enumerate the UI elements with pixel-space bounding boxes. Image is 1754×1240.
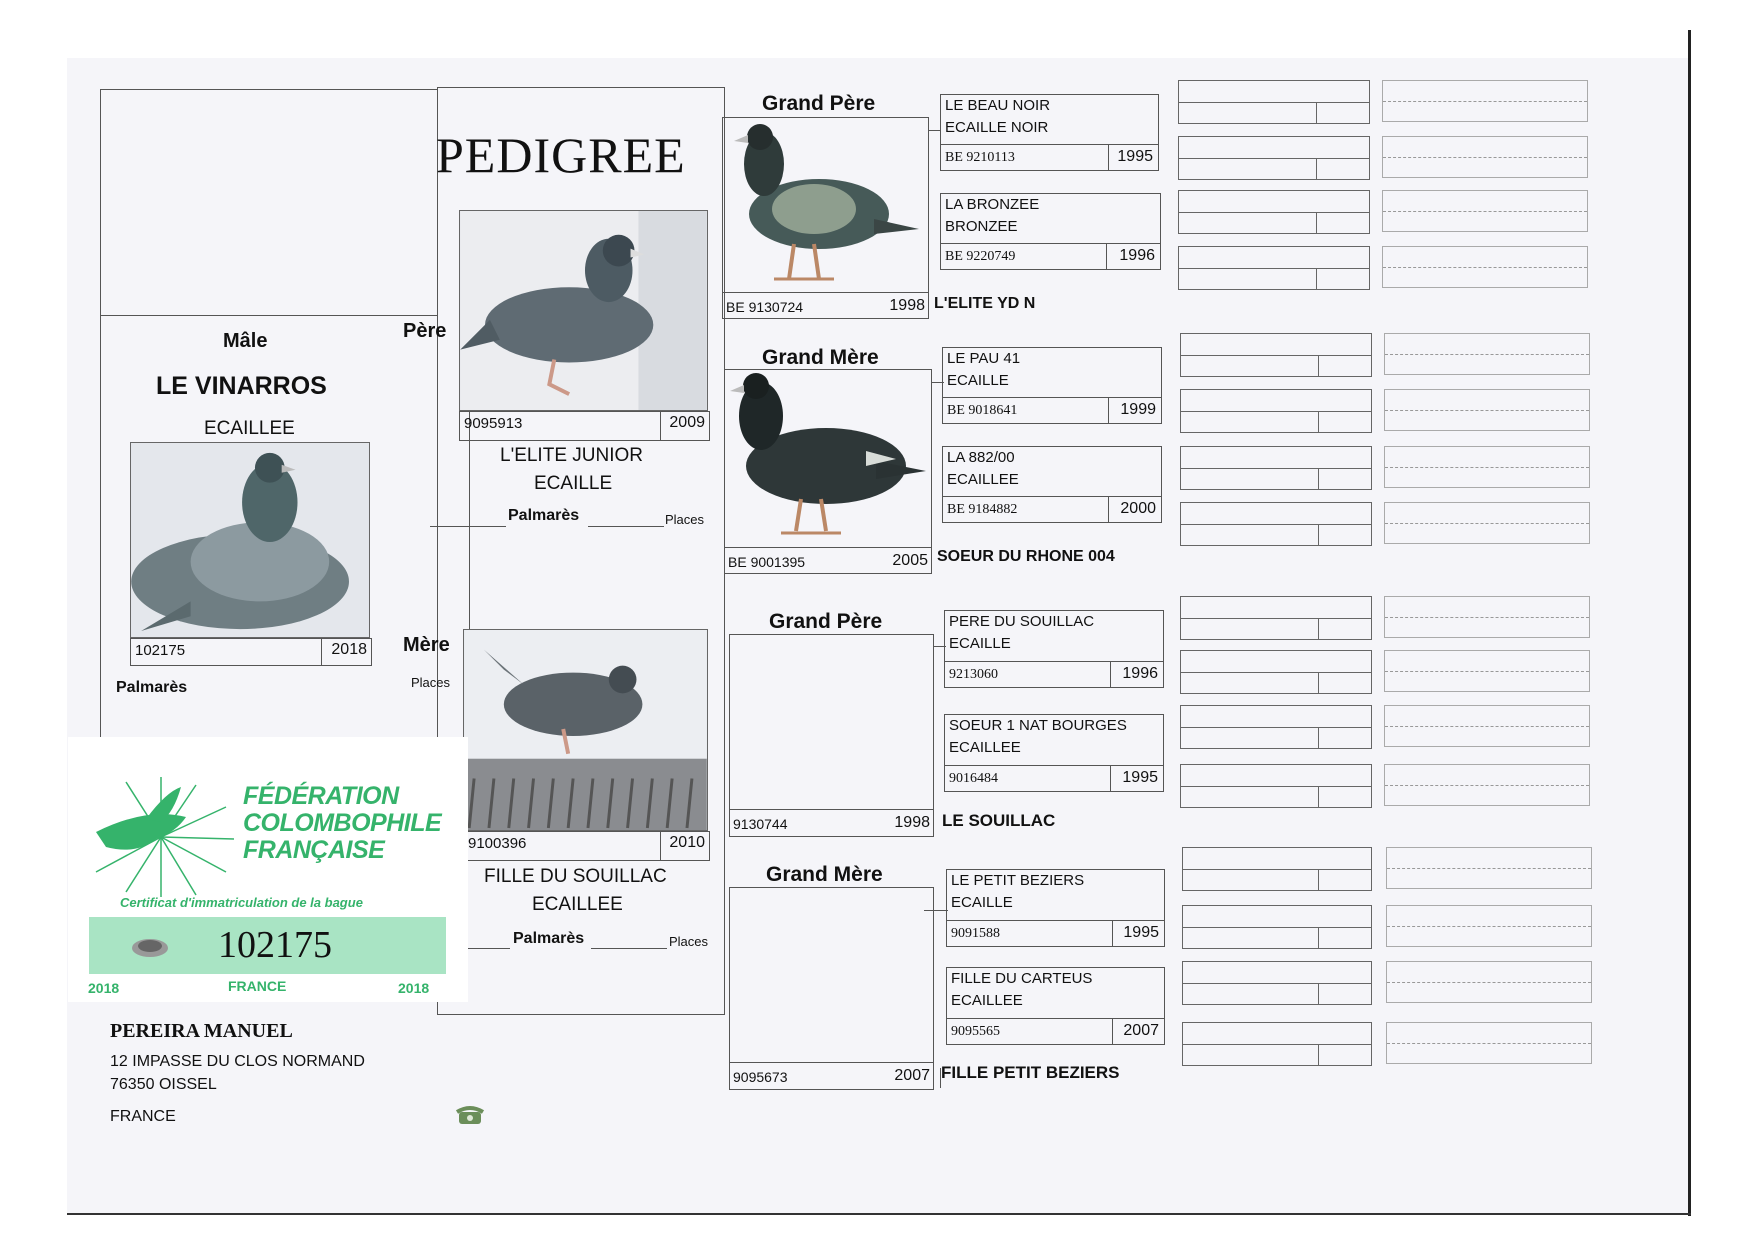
grandparent-name: L'ELITE YD N: [934, 295, 1036, 312]
ancestor-form: [1384, 502, 1590, 544]
ring-year: 1995: [1123, 924, 1159, 941]
grandparent-name: FILLE PETIT BEZIERS: [941, 1063, 1120, 1082]
ancestor-form: [1180, 446, 1372, 490]
ancestor-form: [1384, 333, 1590, 375]
logo-frame: [100, 89, 438, 316]
ring-number: BE 9184882: [947, 502, 1018, 517]
ring-number: 9095673: [733, 1069, 788, 1085]
ring-year: 1999: [1120, 401, 1156, 418]
ancestor-color: ECAILLEE: [949, 739, 1021, 756]
ancestor-name: FILLE DU CARTEUS: [951, 970, 1093, 987]
ancestor-name: SOEUR 1 NAT BOURGES: [949, 717, 1127, 734]
father-photo: [459, 210, 708, 411]
ring-number: BE 9210113: [945, 150, 1015, 165]
ring-number: 9130744: [733, 816, 788, 832]
ring-year: 2009: [669, 414, 705, 431]
ring-number: 102175: [135, 642, 186, 659]
certificate-year: 2018: [88, 980, 120, 996]
ancestor-name: LA 882/00: [947, 449, 1015, 466]
ring-number: 9100396: [468, 835, 527, 852]
ancestor-form: [1384, 446, 1590, 488]
grandparent-photo: [724, 119, 927, 291]
ancestor-form: [1384, 705, 1590, 747]
father-role: Père: [403, 320, 447, 342]
mother-ring: [463, 831, 710, 861]
father-ring: [459, 411, 710, 441]
page-title: PEDIGREE: [436, 127, 686, 183]
grandparent-ring: [722, 292, 929, 320]
subject-palmares: Palmarès: [116, 679, 188, 696]
ancestor-color: BRONZEE: [945, 218, 1018, 235]
ancestor-form: [1178, 136, 1370, 180]
subject-name: LE VINARROS: [156, 372, 327, 400]
grandparent-role: Grand Père: [762, 92, 876, 115]
great-grandparent-card: [942, 446, 1162, 523]
ring-year: 2000: [1120, 500, 1156, 517]
ring-year: 2007: [894, 1067, 930, 1084]
ring-number: BE 9130724: [726, 299, 804, 315]
ancestor-form: [1386, 1022, 1592, 1064]
mother-photo: [463, 629, 708, 831]
federation-name-line1: FÉDÉRATION: [243, 782, 399, 810]
grandparent-name: LE SOUILLAC: [942, 811, 1056, 830]
certificate-country: FRANCE: [228, 978, 287, 994]
ring-year: 1998: [894, 814, 930, 831]
ancestor-form: [1182, 847, 1372, 891]
federation-name-line2: COLOMBOPHILE: [243, 809, 442, 837]
telephone-icon: [455, 1104, 485, 1126]
dove-logo: [86, 777, 236, 897]
ancestor-form: [1178, 190, 1370, 234]
sex-label: Mâle: [223, 330, 268, 352]
ancestor-form: [1180, 650, 1372, 694]
mother-color: ECAILLEE: [532, 894, 623, 915]
ring-year: 1998: [889, 297, 925, 314]
certificate-year: 2018: [398, 980, 430, 996]
ring-number: BE 9018641: [947, 403, 1018, 418]
ancestor-color: ECAILLE NOIR: [945, 119, 1049, 136]
ancestor-form: [1386, 847, 1592, 889]
ring-year: 2005: [892, 552, 928, 569]
ancestor-form: [1180, 764, 1372, 808]
ancestor-form: [1382, 136, 1588, 178]
certificate-ring-number: 102175: [218, 924, 332, 966]
ancestor-name: LA BRONZEE: [945, 196, 1040, 213]
ancestor-form: [1180, 502, 1372, 546]
great-grandparent-card: [946, 869, 1165, 947]
sheet-edge: [1688, 30, 1691, 1216]
federation-name-line3: FRANÇAISE: [243, 836, 385, 864]
ancestor-form: [1182, 905, 1372, 949]
father-palmares: Palmarès: [508, 507, 580, 524]
ancestor-form: [1178, 246, 1370, 290]
ancestor-form: [1382, 190, 1588, 232]
ancestor-color: ECAILLE: [949, 635, 1011, 652]
great-grandparent-card: [942, 347, 1162, 424]
ancestor-color: ECAILLE: [951, 894, 1013, 911]
grandparent-frame: [729, 887, 934, 1090]
ancestor-form: [1382, 246, 1588, 288]
subject-photo: [130, 442, 370, 638]
ancestor-form: [1386, 961, 1592, 1003]
ancestor-form: [1382, 80, 1588, 122]
ring-number: 9095565: [951, 1024, 1000, 1039]
ancestor-form: [1180, 389, 1372, 433]
ring-number: BE 9220749: [945, 249, 1016, 264]
ring-number: 9213060: [949, 667, 998, 682]
ancestor-form: [1384, 389, 1590, 431]
owner-address: 76350 OISSEL: [110, 1076, 217, 1093]
ancestor-color: ECAILLEE: [951, 992, 1023, 1009]
grandparent-photo: [726, 371, 930, 546]
ancestor-name: LE BEAU NOIR: [945, 97, 1051, 114]
owner-address: 12 IMPASSE DU CLOS NORMAND: [110, 1053, 365, 1070]
owner-country: FRANCE: [110, 1108, 176, 1125]
ancestor-color: ECAILLEE: [947, 471, 1019, 488]
ancestor-form: [1180, 333, 1372, 377]
ancestor-form: [1182, 961, 1372, 1005]
ancestor-name: LE PAU 41: [947, 350, 1021, 367]
ring-number: 9091588: [951, 926, 1000, 941]
ancestor-form: [1384, 650, 1590, 692]
great-grandparent-card: [944, 714, 1164, 792]
grandparent-frame: [729, 634, 934, 837]
grandparent-ring: [729, 809, 934, 838]
sheet-edge: [67, 1213, 1691, 1215]
mother-role: Mère: [403, 634, 450, 656]
ring-year: 2010: [669, 834, 705, 851]
ring-number: 9095913: [464, 415, 523, 432]
father-name: L'ELITE JUNIOR: [500, 445, 643, 466]
grandparent-name: SOEUR DU RHONE 004: [937, 548, 1115, 565]
medal-icon: [129, 934, 171, 960]
great-grandparent-card: [944, 610, 1164, 688]
father-color: ECAILLE: [534, 473, 613, 494]
ring-year: 1995: [1117, 148, 1153, 165]
ring-number: 9016484: [949, 771, 998, 786]
subject-color: ECAILLEE: [204, 418, 295, 439]
ancestor-form: [1384, 764, 1590, 806]
mother-places-label: Places: [411, 675, 451, 690]
owner-name: PEREIRA MANUEL: [110, 1020, 293, 1042]
ring-certificate: [68, 737, 468, 1002]
grandparent-role: Grand Mère: [762, 346, 879, 369]
grandparent-role: Grand Mère: [766, 863, 883, 886]
ring-year: 1995: [1122, 769, 1158, 786]
mother-name: FILLE DU SOUILLAC: [484, 866, 667, 887]
ring-year: 2007: [1123, 1022, 1159, 1039]
ring-year: 1996: [1119, 247, 1155, 264]
grandparent-role: Grand Père: [769, 610, 883, 633]
ancestor-form: [1180, 705, 1372, 749]
subject-ring: [130, 638, 372, 666]
great-grandparent-card: [940, 193, 1161, 270]
ancestor-form: [1384, 596, 1590, 638]
ancestor-name: LE PETIT BEZIERS: [951, 872, 1085, 889]
ring-number: BE 9001395: [728, 554, 806, 570]
ancestor-form: [1178, 80, 1370, 124]
ancestor-form: [1182, 1022, 1372, 1066]
ancestor-form: [1180, 596, 1372, 640]
grandparent-ring: [724, 547, 932, 575]
ancestor-form: [1386, 905, 1592, 947]
ancestor-name: PERE DU SOUILLAC: [949, 613, 1095, 630]
certificate-caption: Certificat d'immatriculation de la bague: [120, 895, 363, 910]
father-places: Places: [665, 512, 705, 527]
grandparent-ring: [729, 1062, 934, 1091]
mother-palmares: Palmarès: [513, 930, 585, 947]
mother-places: Places: [669, 934, 709, 949]
ring-year: 2018: [331, 641, 367, 658]
ring-year: 1996: [1122, 665, 1158, 682]
great-grandparent-card: [940, 94, 1159, 171]
ancestor-color: ECAILLE: [947, 372, 1009, 389]
great-grandparent-card: [946, 967, 1165, 1045]
